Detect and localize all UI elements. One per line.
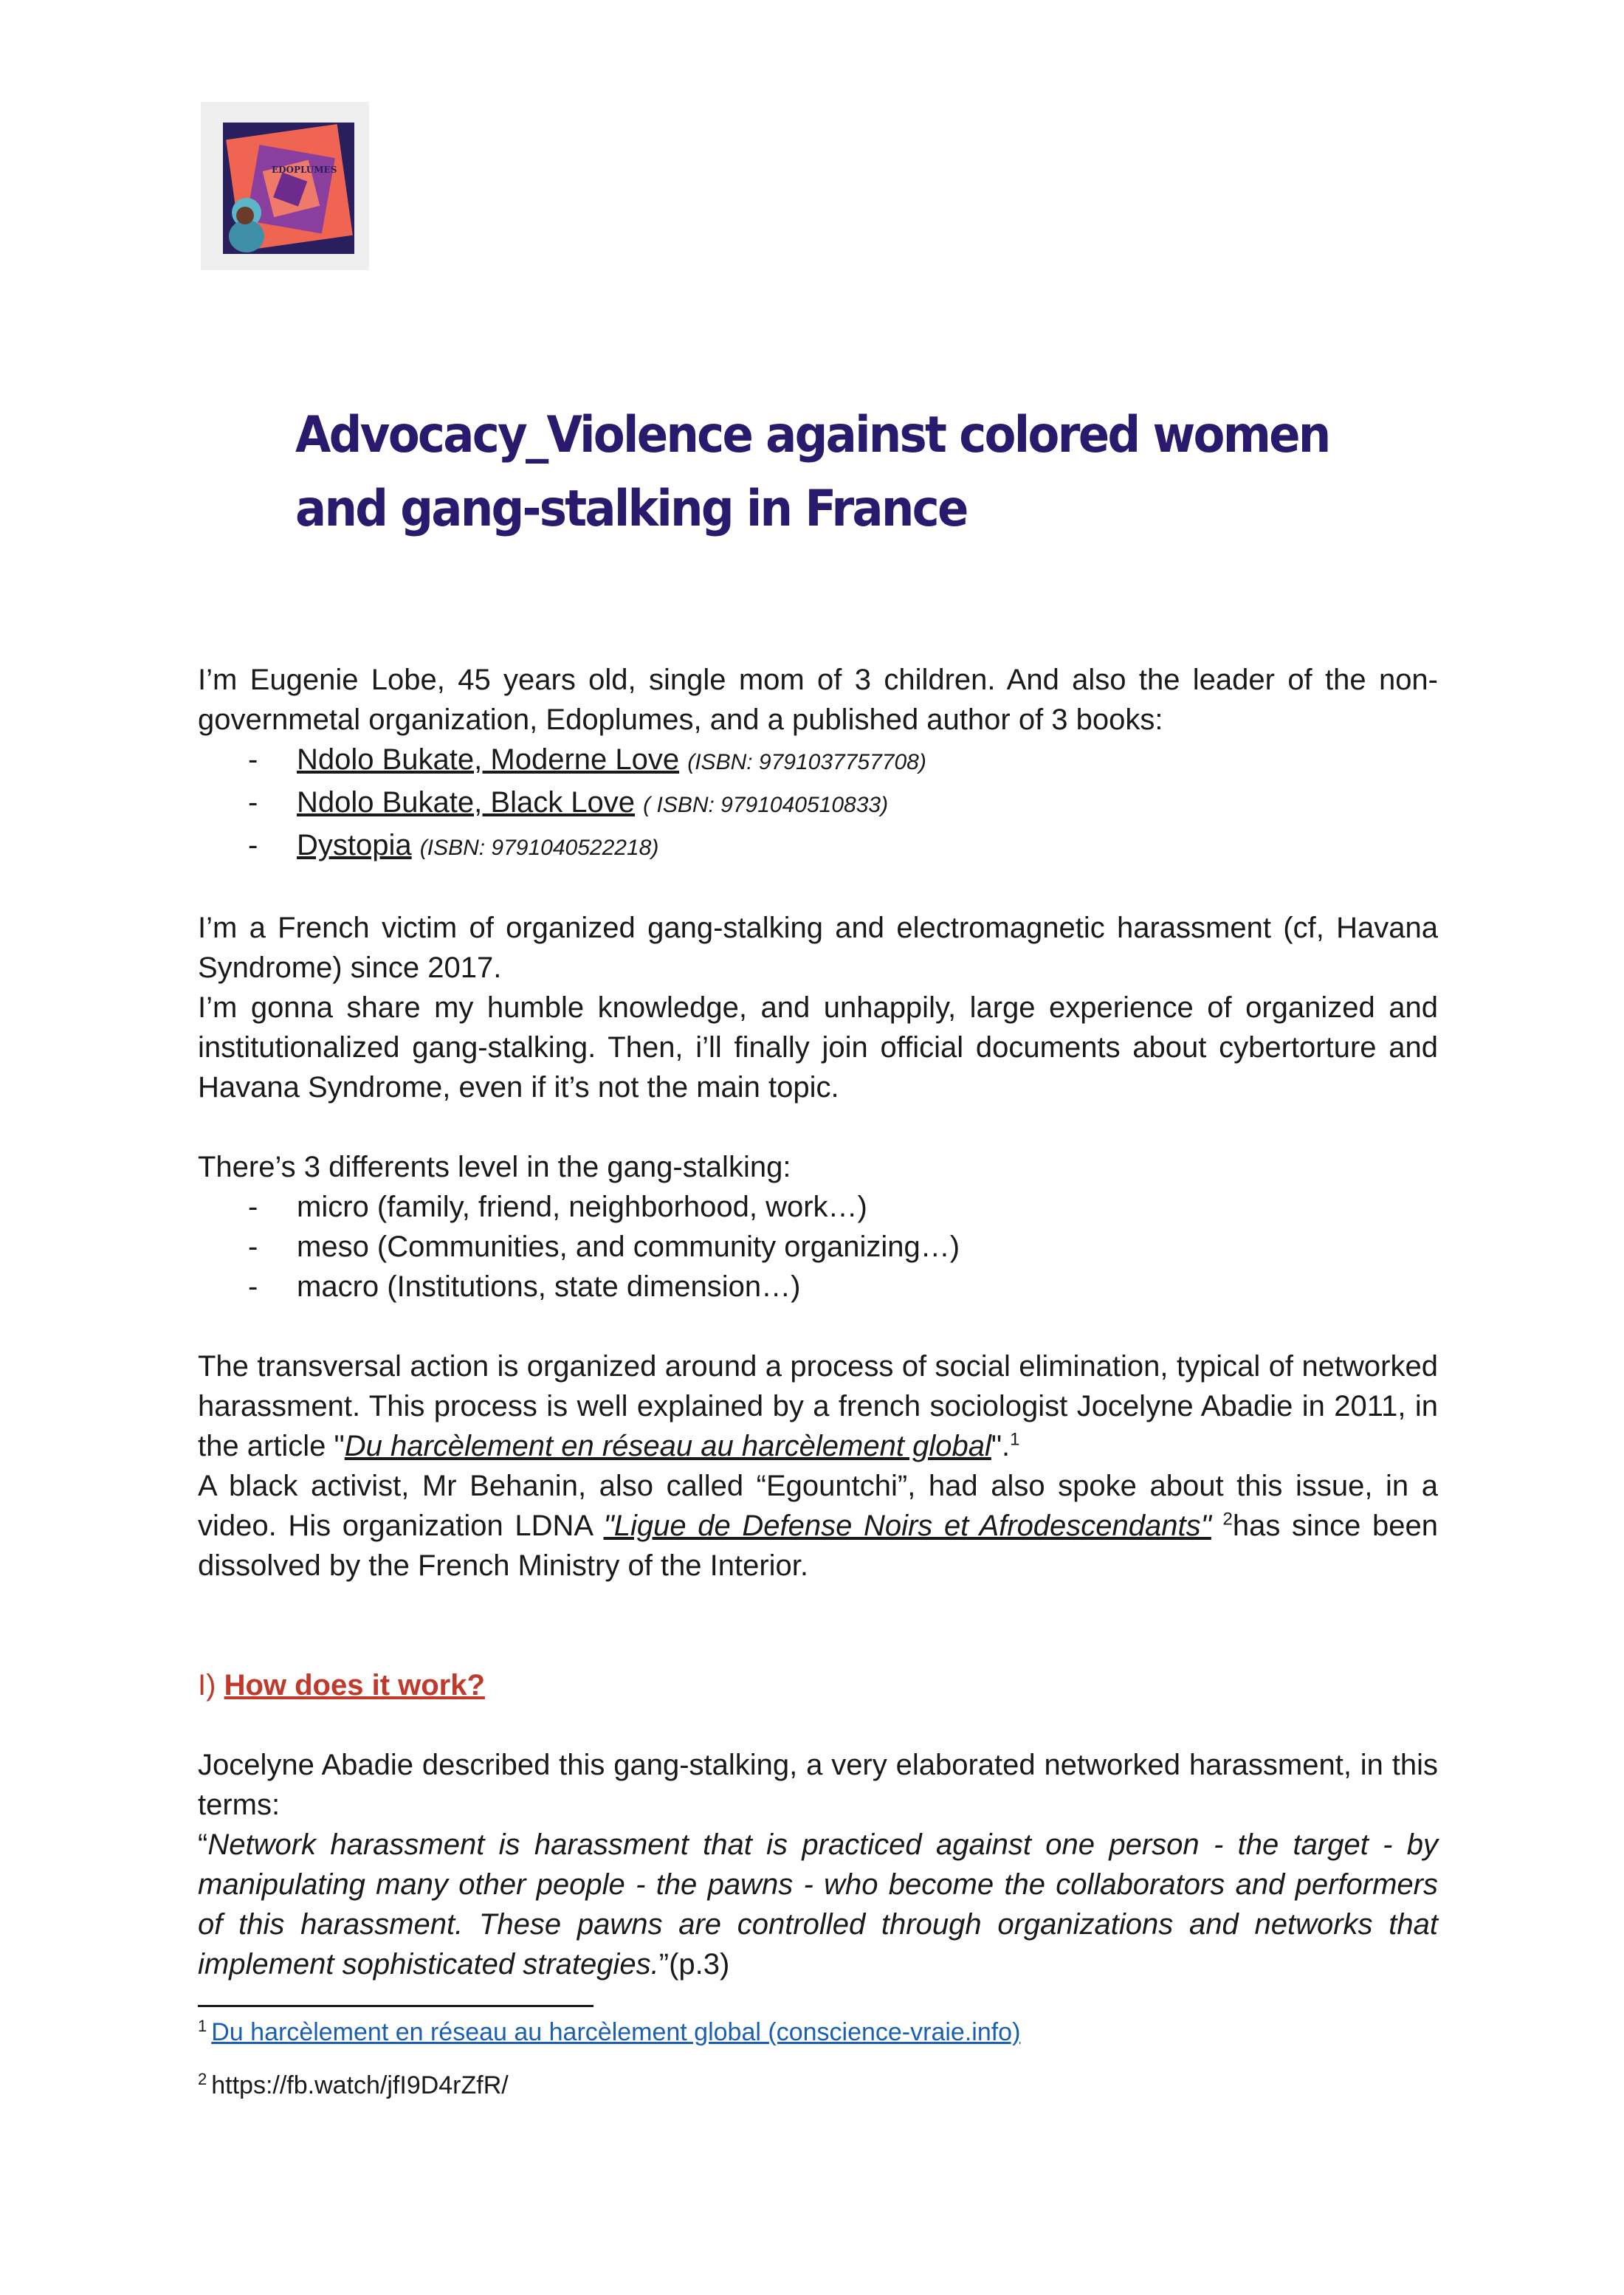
document-title: Advocacy_Violence against colored women and gang-stalking in France xyxy=(295,406,1329,538)
book-item: - Dystopia (ISBN: 9791040522218) xyxy=(248,829,659,861)
footnote-divider xyxy=(198,2005,593,2007)
logo-artwork xyxy=(201,102,369,270)
document-body xyxy=(198,660,1438,1984)
book-isbn: ( ISBN: 9791040510833) xyxy=(643,793,889,817)
level-item: - meso (Communities, and community organizing…) xyxy=(248,1231,960,1263)
levels-intro: There’s 3 differents level in the gang-stalking: xyxy=(198,1151,791,1183)
footnote-1-link[interactable]: Du harcèlement en réseau au harcèlement global (conscience-vraie.info) xyxy=(211,2018,1021,2046)
level-item: - micro (family, friend, neighborhood, work…) xyxy=(248,1191,867,1223)
abadie-intro: Jocelyne Abadie described this gang-stalking, a very elaborated networked harassment, in this terms: xyxy=(198,1749,1438,1821)
book-title-link[interactable]: Ndolo Bukate, Black Love xyxy=(297,786,636,819)
level-item: - macro (Institutions, state dimension…) xyxy=(248,1270,801,1303)
book-item: - Ndolo Bukate, Black Love ( ISBN: 9791040510833) xyxy=(248,786,889,819)
logo-text: EDOPLUMES xyxy=(272,165,337,175)
book-isbn: (ISBN: 9791040522218) xyxy=(419,836,659,860)
book-title-link[interactable]: Dystopia xyxy=(297,829,412,861)
footnote-2-url[interactable]: https://fb.watch/jfI9D4rZfR/ xyxy=(211,2071,509,2099)
footnote-1: $^1$ Du harcèlement en réseau au harcèlement global (conscience-vraie.info) xyxy=(198,2016,1021,2046)
section-title: How does it work? xyxy=(224,1669,485,1702)
edoplumes-logo xyxy=(201,102,369,270)
footnote-ref-2[interactable]: 2 xyxy=(1222,1509,1233,1530)
quote-paragraph: “Network harassment is harassment that is practiced against one person - the target - by manipulating many other people - the pawns - who become the collaborators and performers of this harassment. These pawns are controlled through organizations and networks that implement sophisticated strategies.”(p.3) xyxy=(198,1828,1438,1981)
books-list xyxy=(198,740,1438,868)
intro-paragraph: I’m Eugenie Lobe, 45 years old, single mom of 3 children. And also the leader of the non-governmetal organization, Edoplumes, and a published author of 3 books: xyxy=(198,664,1438,736)
level-text: micro (family, friend, neighborhood, work…) xyxy=(297,1191,867,1223)
book-title-link[interactable]: Ndolo Bukate, Moderne Love xyxy=(297,743,680,776)
footnotes xyxy=(198,2015,1438,2102)
levels-list xyxy=(198,1187,1438,1307)
ldna-link[interactable]: "Ligue de Defense Noirs et Afrodescendants" xyxy=(603,1510,1211,1542)
article-link[interactable]: Du harcèlement en réseau au harcèlement global xyxy=(344,1430,991,1462)
activist-paragraph: A black activist, Mr Behanin, also called “Egountchi”, had also spoke about this issue, in a video. His organization LDNA "Ligue de Defense Noirs et Afrodescendants" $^2$has since been dissolved by the French Ministry of the Interior. xyxy=(198,1470,1438,1582)
footnote-2: $^2$ https://fb.watch/jfI9D4rZfR/ xyxy=(198,2069,509,2099)
section-heading xyxy=(198,1665,1438,1705)
section-number: I) xyxy=(198,1669,216,1702)
transversal-paragraph: The transversal action is organized around a process of social elimination, typical of networked harassment. This process is well explained by a french sociologist Jocelyne Abadie in 2011, in the article "Du harcèlement en réseau au harcèlement global".$^1$ xyxy=(198,1350,1438,1462)
share-paragraph: I’m gonna share my humble knowledge, and unhappily, large experience of organized and institutionalized gang-stalking. Then, i’ll finally join official documents about cybertorture and Havana Syndrome, even if it’s not the main topic. xyxy=(198,991,1438,1104)
level-text: meso (Communities, and community organizing…) xyxy=(297,1231,960,1263)
victim-paragraph: I’m a French victim of organized gang-stalking and electromagnetic harassment (cf, Havana Syndrome) since 2017. xyxy=(198,912,1438,984)
book-isbn: (ISBN: 9791037757708) xyxy=(687,750,926,774)
level-text: macro (Institutions, state dimension…) xyxy=(297,1270,801,1303)
footnote-ref-1[interactable]: 1 xyxy=(1010,1429,1020,1450)
book-item: - Ndolo Bukate, Moderne Love (ISBN: 9791037757708) xyxy=(248,743,926,776)
quote-text: Network harassment is harassment that is practiced against one person - the target - by manipulating many other people - the pawns - who become the collaborators and performers of this harassment. These pawns are controlled through organizations and networks that implement sophisticated strategies. xyxy=(198,1828,1438,1981)
